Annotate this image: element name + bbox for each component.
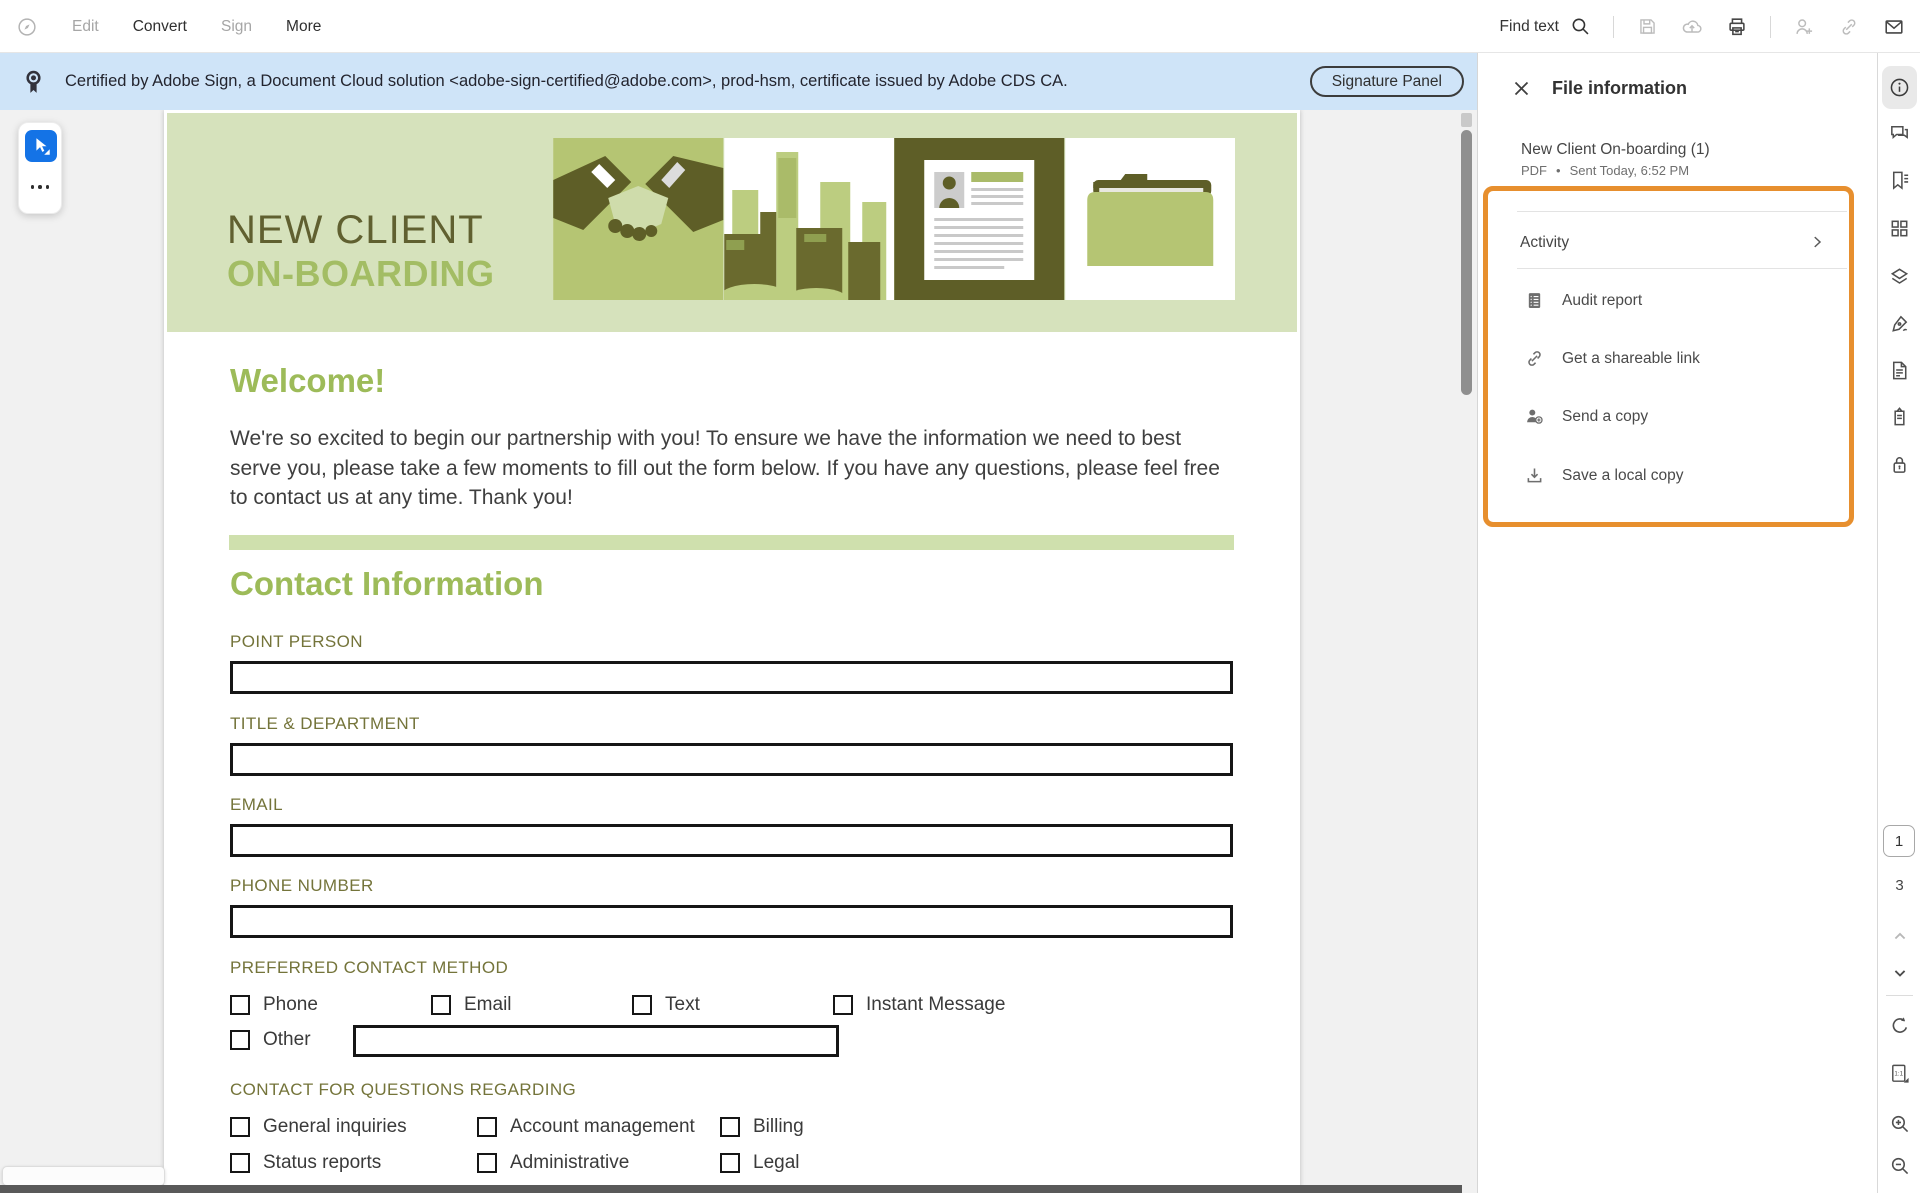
checkbox-label: Legal: [753, 1152, 800, 1173]
comments-icon: [1888, 122, 1911, 145]
checkbox-administrative[interactable]: [477, 1153, 497, 1173]
menu-more[interactable]: More: [286, 17, 322, 35]
zoom-out-icon: [1889, 1155, 1911, 1177]
city-skyline-illustration: [724, 138, 895, 300]
checkbox-email[interactable]: [431, 995, 451, 1015]
menu-divider: [1517, 268, 1847, 269]
person-add-icon: [1524, 406, 1545, 427]
checkbox-label: Email: [464, 994, 512, 1015]
checkbox-instant-message[interactable]: [833, 995, 853, 1015]
activity-label: Activity: [1520, 234, 1570, 251]
certificate-tag-tool-button[interactable]: [1888, 405, 1911, 428]
horizontal-scrollbar-thumb[interactable]: [2, 1166, 165, 1186]
more-tools-button[interactable]: [19, 185, 61, 189]
scrollbar-track-stub: [1461, 113, 1472, 127]
file-info-tool-button[interactable]: [1888, 76, 1911, 99]
actual-size-icon: [1888, 1062, 1911, 1085]
intro-paragraph: We're so excited to begin our partnership with you! To ensure we have the information we need to best serve you, please take a few moments to fill out the form below. If you have any questions, please feel free to contact us at any time. Thank you!: [230, 427, 1220, 509]
toolbar-divider: [1770, 16, 1771, 38]
folder-illustration: [1065, 138, 1236, 300]
zoom-in-button[interactable]: [1888, 1112, 1911, 1135]
checkbox-general-inquiries[interactable]: [230, 1117, 250, 1137]
checkbox-phone[interactable]: [230, 995, 250, 1015]
file-sent-time: Sent Today, 6:52 PM: [1569, 163, 1690, 178]
menu-sign[interactable]: Sign: [221, 17, 253, 35]
send-copy-label: Send a copy: [1562, 408, 1649, 425]
menu-edit[interactable]: Edit: [72, 17, 99, 35]
checkbox-status-reports[interactable]: [230, 1153, 250, 1173]
save-local-copy-label: Save a local copy: [1562, 467, 1684, 484]
email-field[interactable]: [230, 824, 1233, 857]
pdf-page: [164, 110, 1300, 1193]
audit-report-item[interactable]: [1478, 281, 1849, 321]
phone-number-label: PHONE NUMBER: [230, 876, 374, 895]
panel-title: File information: [1552, 78, 1687, 98]
find-text-button[interactable]: [1500, 15, 1592, 39]
save-local-copy-item[interactable]: [1478, 456, 1849, 496]
certification-banner: [0, 53, 1477, 110]
document-title: [227, 209, 494, 294]
bookmark-icon: [1888, 169, 1911, 192]
title-department-label: TITLE & DEPARTMENT: [230, 714, 420, 733]
link-icon[interactable]: [1837, 15, 1861, 39]
welcome-heading: Welcome!: [230, 362, 386, 399]
checkbox-label: Administrative: [510, 1152, 630, 1173]
menu-convert[interactable]: Convert: [132, 17, 187, 35]
checkbox-label: General inquiries: [263, 1116, 407, 1137]
meta-bullet: •: [1556, 163, 1561, 178]
zoom-in-icon: [1889, 1113, 1911, 1135]
page-thumbnails-tool-button[interactable]: [1888, 217, 1911, 240]
point-person-field[interactable]: [230, 661, 1233, 694]
security-tool-button[interactable]: [1888, 453, 1911, 476]
file-name: New Client On-boarding (1): [1521, 141, 1710, 158]
checkbox-other[interactable]: [230, 1030, 250, 1050]
next-page-button[interactable]: [1888, 961, 1911, 984]
horizontal-scrollbar-track: [0, 1185, 1462, 1193]
checkbox-label: Phone: [263, 994, 318, 1015]
refresh-icon: [1889, 1015, 1911, 1037]
file-meta: [1521, 163, 1689, 178]
current-page-input[interactable]: 1: [1883, 825, 1915, 857]
close-icon: [1513, 80, 1530, 97]
cloud-upload-icon[interactable]: [1680, 15, 1704, 39]
page-text-icon: [1888, 359, 1911, 382]
checkbox-text[interactable]: [632, 995, 652, 1015]
chevron-up-icon: [1890, 926, 1910, 946]
cursor-icon: [30, 135, 52, 157]
toolbar-divider: [1613, 16, 1614, 38]
checkbox-label: Other: [263, 1029, 311, 1050]
file-type: PDF: [1521, 163, 1547, 178]
search-icon: [1568, 15, 1592, 39]
checkbox-account-management[interactable]: [477, 1117, 497, 1137]
audit-report-label: Audit report: [1562, 292, 1643, 309]
svg-text:1:1: 1:1: [1894, 1070, 1904, 1078]
layers-tool-button[interactable]: [1888, 265, 1911, 288]
email-icon[interactable]: [1882, 15, 1906, 39]
lock-icon: [1888, 453, 1911, 476]
checkbox-label: Account management: [510, 1116, 695, 1137]
vertical-scrollbar[interactable]: [1461, 130, 1472, 395]
other-contact-field[interactable]: [353, 1025, 839, 1057]
right-tool-rail: [1877, 53, 1920, 1193]
reset-view-button[interactable]: [1888, 1014, 1911, 1037]
save-icon[interactable]: [1635, 15, 1659, 39]
document-header-banner: [167, 113, 1297, 332]
chevron-down-icon: [1890, 963, 1910, 983]
file-information-panel: [1477, 53, 1877, 1193]
fountain-pen-icon: [1888, 312, 1911, 335]
send-copy-item[interactable]: [1478, 397, 1849, 437]
info-icon: [1888, 76, 1911, 99]
download-icon: [1524, 465, 1545, 486]
shareable-link-label: Get a shareable link: [1562, 350, 1700, 367]
certification-text: Certified by Adobe Sign, a Document Cloud solution <adobe-sign-certified@adobe.com>, prod-hsm, certificate issued by Adobe CDS CA.: [65, 72, 1068, 90]
document-tool-button[interactable]: [1888, 359, 1911, 382]
resume-illustration: [894, 138, 1065, 300]
link-icon: [1524, 348, 1545, 369]
signature-panel-button[interactable]: Signature Panel: [1310, 66, 1464, 97]
layers-icon: [1888, 265, 1911, 288]
checkbox-legal[interactable]: [720, 1153, 740, 1173]
tag-icon: [1888, 405, 1911, 428]
quick-tools-pill: [18, 122, 62, 214]
menu-divider: [1517, 211, 1847, 212]
grid-icon: [1888, 217, 1911, 240]
checkbox-label: Status reports: [263, 1152, 382, 1173]
checkbox-label: Instant Message: [866, 994, 1006, 1015]
document-title-line2: ON-BOARDING: [227, 253, 495, 294]
preferred-contact-label: PREFERRED CONTACT METHOD: [230, 958, 509, 977]
document-viewport: [0, 110, 1477, 1193]
chevron-right-icon: [1808, 233, 1826, 251]
close-panel-button[interactable]: [1510, 77, 1532, 99]
select-tool-button[interactable]: [25, 130, 57, 162]
phone-number-field[interactable]: [230, 905, 1233, 938]
banner-illustrations: [553, 138, 1235, 300]
checkbox-label: Text: [665, 994, 700, 1015]
rail-divider: [1886, 995, 1913, 996]
contact-information-heading: Contact Information: [230, 565, 544, 602]
section-divider-bar: [229, 535, 1234, 550]
signature-tool-button[interactable]: [1888, 312, 1911, 335]
activity-row[interactable]: [1478, 219, 1849, 268]
zoom-out-button[interactable]: [1888, 1154, 1911, 1177]
acrobat-home-icon[interactable]: [16, 16, 38, 38]
actual-size-button[interactable]: [1888, 1062, 1911, 1085]
certificate-badge-icon: [21, 68, 46, 95]
checkbox-billing[interactable]: [720, 1117, 740, 1137]
total-pages-label: 3: [1895, 877, 1904, 894]
title-department-field[interactable]: [230, 743, 1233, 776]
bookmarks-tool-button[interactable]: [1888, 169, 1911, 192]
email-label: EMAIL: [230, 795, 284, 814]
previous-page-button[interactable]: [1888, 924, 1911, 947]
print-icon[interactable]: [1725, 15, 1749, 39]
audit-report-icon: [1524, 290, 1545, 311]
document-title-line1: NEW CLIENT: [227, 208, 484, 252]
top-toolbar: [0, 0, 1920, 53]
questions-regarding-label: CONTACT FOR QUESTIONS REGARDING: [230, 1080, 577, 1099]
point-person-label: POINT PERSON: [230, 632, 363, 651]
checkbox-label: Billing: [753, 1116, 804, 1137]
find-text-label: Find text: [1499, 17, 1559, 35]
shareable-link-item[interactable]: [1478, 339, 1849, 379]
comments-tool-button[interactable]: [1888, 122, 1911, 145]
add-user-icon[interactable]: [1792, 15, 1816, 39]
handshake-illustration: [553, 138, 724, 300]
